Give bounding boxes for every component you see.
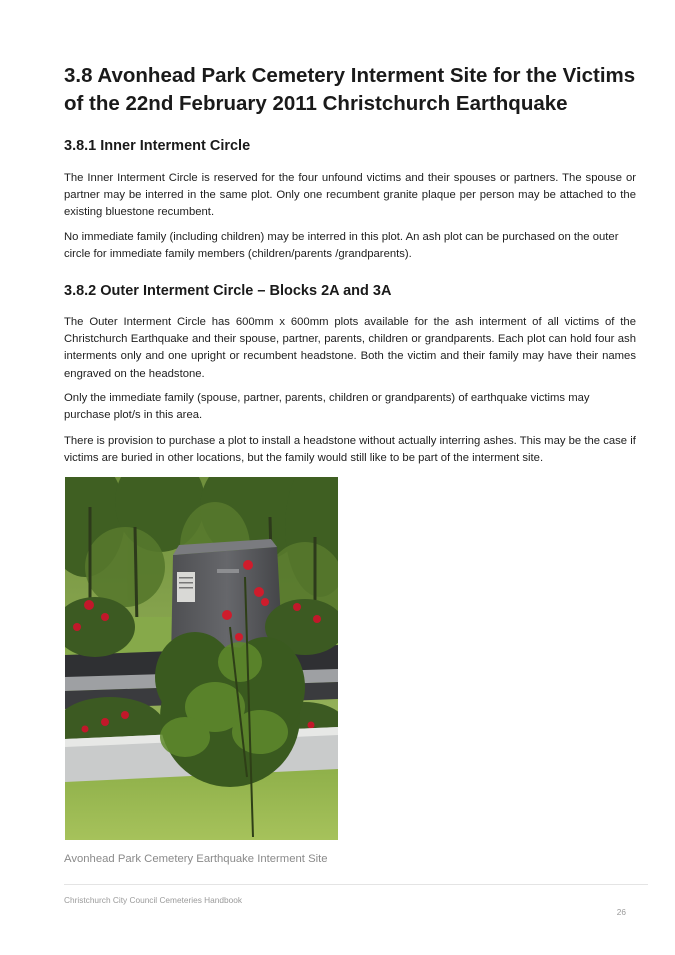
footer-divider (64, 884, 648, 885)
inner-circle-heading: 3.8.1 Inner Interment Circle (64, 138, 251, 154)
outer-circle-paragraph-1: The Outer Interment Circle has 600mm x 600mm plots available for the ash interment of all victims of the Christchurch Earthquake and their spouse, partner, parents, children or grandparents. Each plot can hold four ash interments only and one upright or recumbent headstone. Both the victim and their family may have their names engraved on the headstone. (64, 316, 636, 380)
outer-circle-paragraph-3: There is provision to purchase a plot to install a headstone without actually interring ashes. This may be the case if victims are buried in other locations, but the family would still like to be part of the interment site. (64, 435, 636, 465)
figure-caption: Avonhead Park Cemetery Earthquake Interment Site (64, 853, 328, 865)
interment-site-photo (65, 477, 338, 840)
inner-circle-paragraph-1: The Inner Interment Circle is reserved for the four unfound victims and their spouses or partners. The spouse or partner may be interred in the same plot. Only one recumbent granite plaque per person may be attached to the existing bluestone recumbent. (64, 172, 636, 219)
page-number: 26 (616, 907, 626, 917)
section-title: 3.8 Avonhead Park Cemetery Interment Site for the Victims of the 22nd February 2011 Christchurch Earthquake (64, 64, 636, 115)
outer-circle-heading: 3.8.2 Outer Interment Circle – Blocks 2A and 3A (64, 283, 392, 299)
footer-title: Christchurch City Council Cemeteries Handbook (64, 895, 242, 905)
inner-circle-paragraph-2: No immediate family (including children) may be interred in this plot. An ash plot can be purchased on the outer circle for immediate family members (children/parents /grandparents). (64, 231, 619, 261)
outer-circle-paragraph-2: Only the immediate family (spouse, partner, parents, children or grandparents) of earthquake victims may purchase plot/s in this area. (64, 392, 590, 422)
